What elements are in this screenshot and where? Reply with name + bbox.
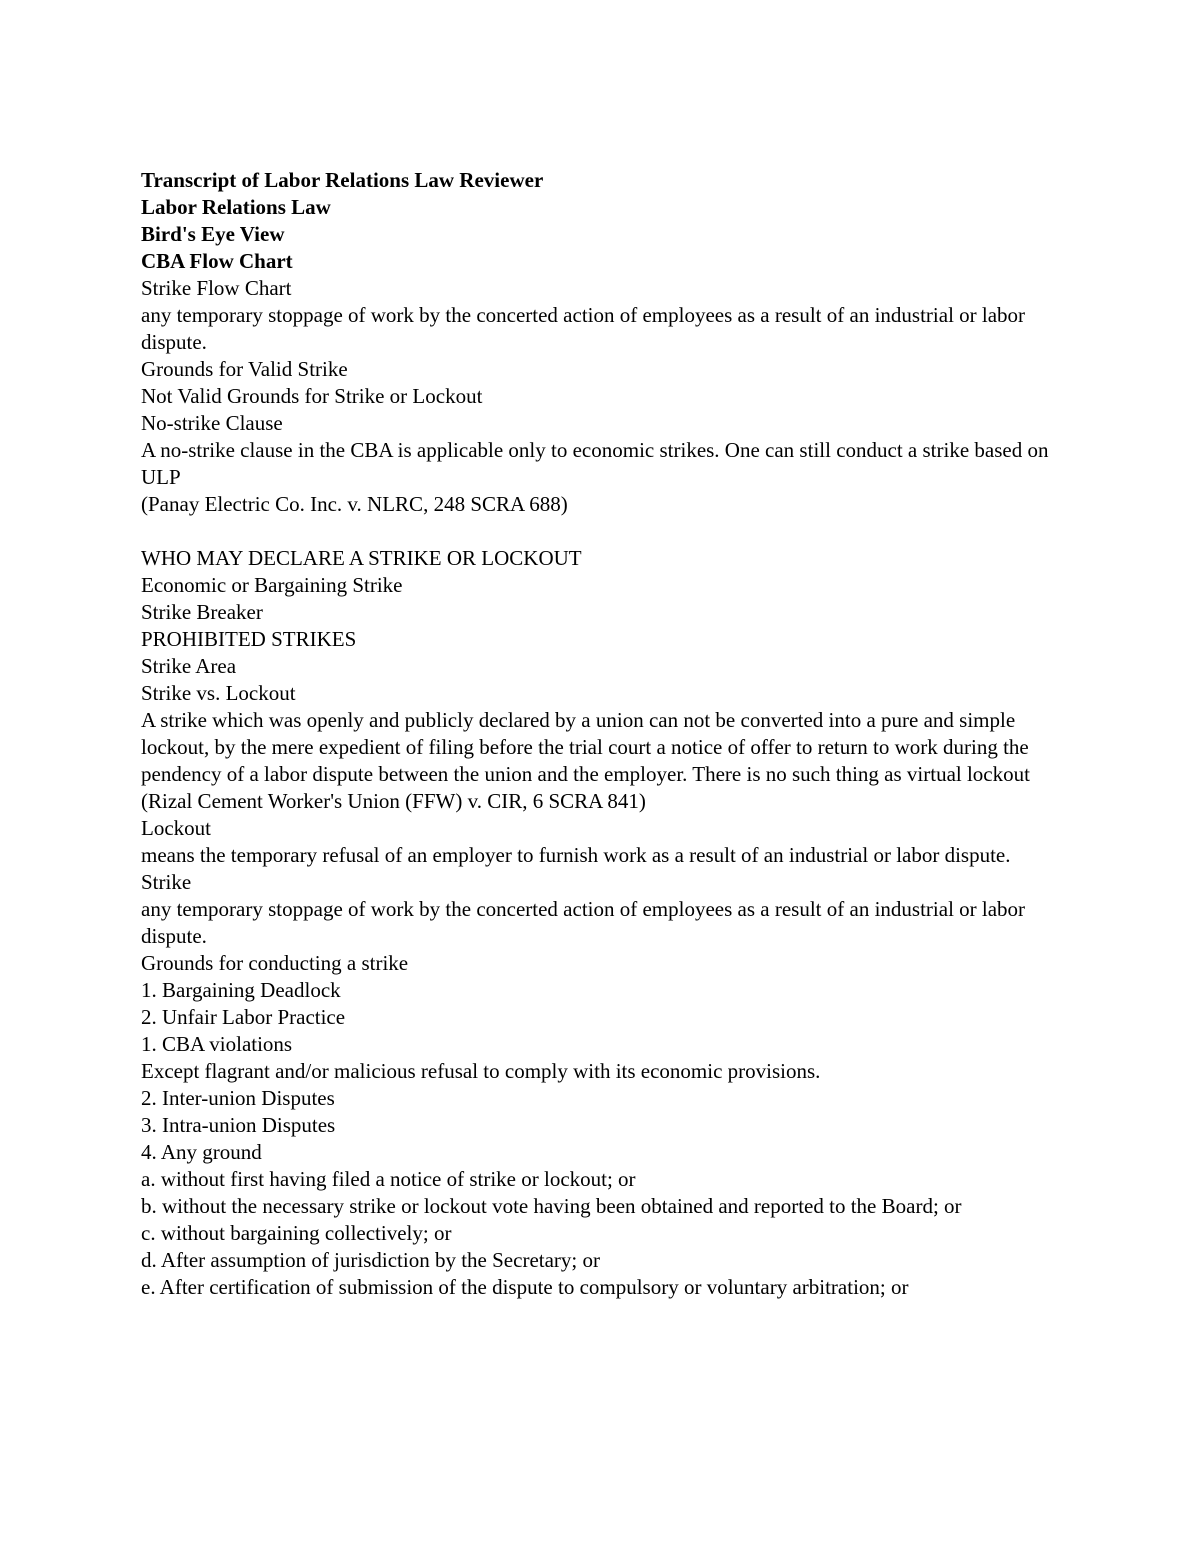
text-line: Lockout [141, 816, 211, 840]
text-line: PROHIBITED STRIKES [141, 627, 357, 651]
text-line: (Rizal Cement Worker's Union (FFW) v. CIR, 6 SCRA 841) [141, 789, 646, 813]
blank-line [141, 518, 1066, 545]
text-line: Strike Area [141, 654, 237, 678]
text-line: Except flagrant and/or malicious refusal to comply with its economic provisions. [141, 1059, 821, 1083]
text-line: A strike which was openly and publicly declared by a union can not be converted into a pure and simple lockout, by the mere expedient of filing before the trial court a notice of offer to return to work during the pendency of a labor dispute between the union and the employer. There is no such thing as virtual lockout [141, 708, 1030, 786]
list-item: 4. Any ground [141, 1140, 262, 1164]
text-line: Economic or Bargaining Strike [141, 573, 403, 597]
list-item: a. without first having filed a notice of strike or lockout; or [141, 1167, 636, 1191]
list-item: b. without the necessary strike or lockout vote having been obtained and reported to the Board; or [141, 1194, 962, 1218]
text-line: any temporary stoppage of work by the concerted action of employees as a result of an industrial or labor dispute. [141, 897, 1026, 948]
list-item: 1. CBA violations [141, 1032, 293, 1056]
text-line: any temporary stoppage of work by the concerted action of employees as a result of an industrial or labor dispute. [141, 303, 1026, 354]
list-item: 2. Unfair Labor Practice [141, 1005, 346, 1029]
list-item: e. After certification of submission of the dispute to compulsory or voluntary arbitration; or [141, 1275, 909, 1299]
list-item: 1. Bargaining Deadlock [141, 978, 341, 1002]
document-title: Transcript of Labor Relations Law Reviewer [141, 168, 544, 192]
text-line: Strike [141, 870, 192, 894]
text-line: Grounds for conducting a strike [141, 951, 409, 975]
list-item: c. without bargaining collectively; or [141, 1221, 452, 1245]
text-line: No-strike Clause [141, 411, 283, 435]
text-line: WHO MAY DECLARE A STRIKE OR LOCKOUT [141, 546, 582, 570]
text-line: Grounds for Valid Strike [141, 357, 348, 381]
text-line: means the temporary refusal of an employer to furnish work as a result of an industrial or labor dispute. [141, 843, 1011, 867]
heading-cba-flow-chart: CBA Flow Chart [141, 249, 293, 273]
text-line: Not Valid Grounds for Strike or Lockout [141, 384, 483, 408]
text-line: Strike vs. Lockout [141, 681, 296, 705]
text-line: Strike Flow Chart [141, 276, 292, 300]
list-item: 3. Intra-union Disputes [141, 1113, 336, 1137]
list-item: d. After assumption of jurisdiction by the Secretary; or [141, 1248, 600, 1272]
heading-labor-relations-law: Labor Relations Law [141, 195, 331, 219]
heading-birds-eye-view: Bird's Eye View [141, 222, 285, 246]
document-page [141, 167, 1066, 1301]
text-line: A no-strike clause in the CBA is applicable only to economic strikes. One can still conduct a strike based on ULP [141, 438, 1049, 489]
text-line: Strike Breaker [141, 600, 263, 624]
list-item: 2. Inter-union Disputes [141, 1086, 335, 1110]
text-line: (Panay Electric Co. Inc. v. NLRC, 248 SCRA 688) [141, 492, 568, 516]
